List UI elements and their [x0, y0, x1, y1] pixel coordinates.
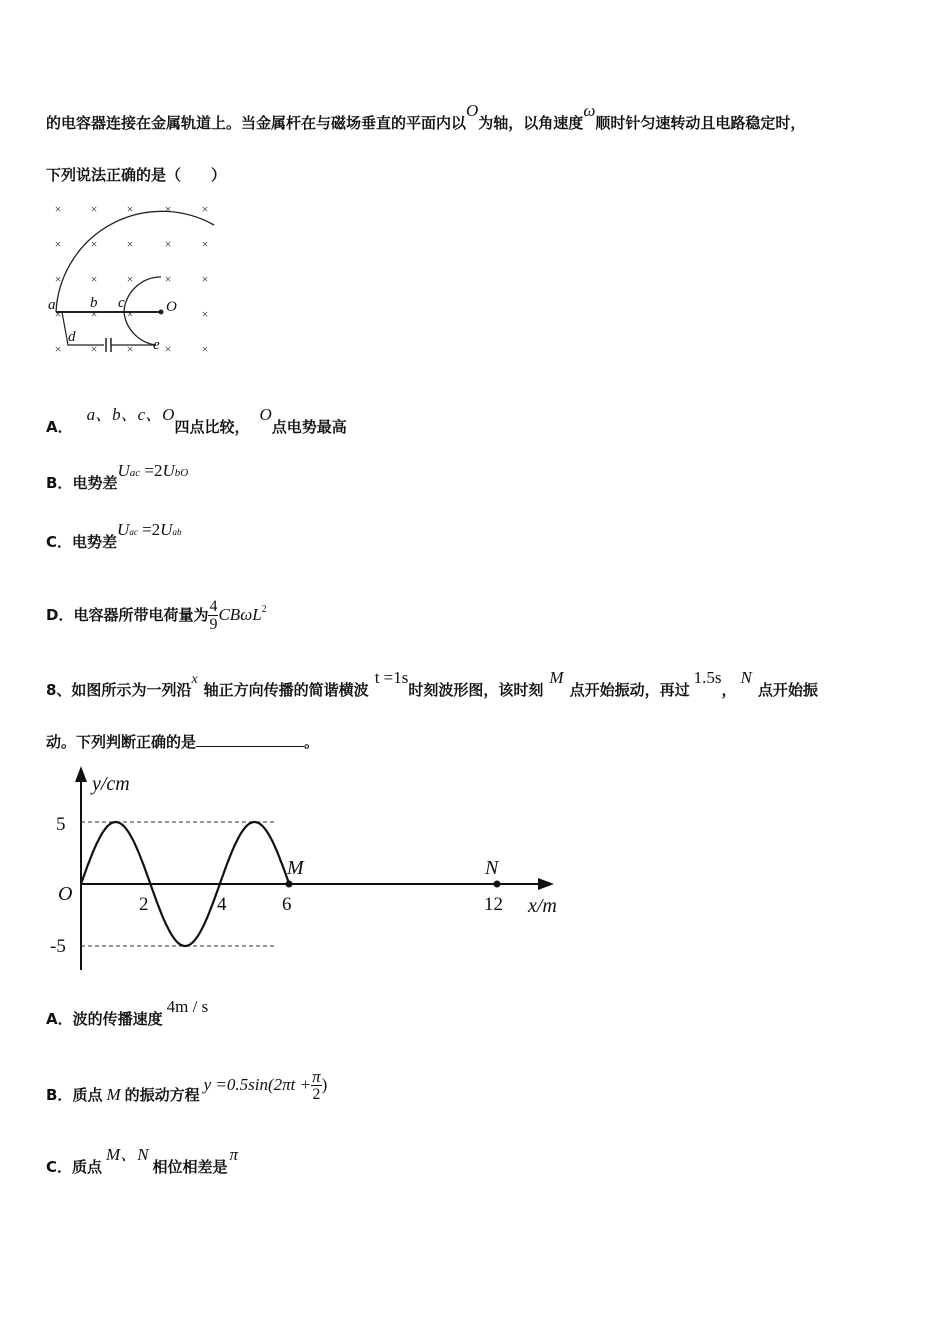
q7-symbol-omega: ω: [583, 101, 596, 120]
q7-figure: [44, 195, 219, 365]
field-mark: ×: [54, 342, 62, 356]
q7-intro-line: [46, 101, 806, 133]
point-N-label: N: [485, 857, 499, 879]
option-B-symbol: M: [106, 1085, 121, 1104]
option-C-text-2: 相位相差是: [152, 1158, 228, 1176]
answer-blank[interactable]: [196, 734, 304, 747]
q7-symbol-O: O: [466, 101, 479, 120]
option-B-U2: U: [162, 461, 175, 480]
fraction-numerator: π: [312, 1067, 321, 1086]
q8-symbol-M: M: [549, 668, 564, 687]
option-A-math: a、b、c、O: [86, 405, 175, 424]
q8-stem-line-1: [46, 668, 818, 700]
q8-wave-graph: [44, 760, 584, 980]
q8-option-C[interactable]: [46, 1145, 239, 1177]
q8-option-B[interactable]: [46, 1067, 328, 1113]
point-N: [494, 881, 501, 888]
label-c: c: [118, 295, 125, 311]
option-B-sub2: bO: [174, 467, 189, 479]
field-mark: ×: [126, 237, 134, 251]
q7-option-C[interactable]: [46, 520, 182, 552]
option-D-sup: 2: [261, 604, 267, 615]
y-axis-label: y/cm: [92, 773, 130, 795]
field-mark: ×: [90, 307, 98, 321]
q7-prompt: 下列说法正确的是（ ）: [46, 166, 227, 184]
label-O: O: [166, 299, 177, 315]
option-C-U: U: [117, 520, 130, 539]
option-B-eq: =2: [140, 461, 163, 480]
q8-text-1: 8、如图所示为一列沿: [46, 681, 192, 699]
fraction-denominator: 2: [312, 1086, 321, 1103]
field-mark: ×: [126, 272, 134, 286]
option-C-eq: =2: [137, 520, 161, 539]
pivot-O: [159, 310, 164, 315]
option-B-close: ): [321, 1075, 328, 1094]
field-mark: ×: [201, 307, 209, 321]
option-C-sub1: ac: [129, 527, 138, 537]
q8-text-2: 轴正方向传播的简谐横波: [203, 681, 369, 699]
q8-text-5: 点开始振: [757, 681, 818, 699]
x-axis-arrow: [538, 878, 554, 890]
field-mark: ×: [90, 342, 98, 356]
y-tick-5: 5: [56, 814, 66, 835]
q7-option-B[interactable]: [46, 461, 189, 493]
q8-time-expr: t =1s: [374, 668, 409, 687]
outer-rail-arc: [56, 211, 214, 312]
option-C-U2: U: [160, 520, 173, 539]
q8-line2-text: 动。下列判断正确的是: [46, 733, 197, 751]
option-letter: A．: [46, 1010, 73, 1028]
option-B-text-2: 的振动方程: [124, 1086, 200, 1104]
option-letter: C．: [46, 1158, 73, 1176]
field-mark: ×: [164, 342, 172, 356]
field-mark: ×: [90, 272, 98, 286]
q7-option-A[interactable]: [46, 405, 347, 437]
q8-text-3: 时刻波形图，该时刻: [408, 681, 544, 699]
field-mark: ×: [90, 237, 98, 251]
field-mark: ×: [201, 237, 209, 251]
q8-stem-line-2: [46, 731, 319, 752]
option-A-symbol: O: [259, 405, 272, 424]
point-M: [286, 881, 293, 888]
field-mark: ×: [54, 237, 62, 251]
option-C-text-1: 质点: [72, 1158, 103, 1176]
field-mark: ×: [201, 342, 209, 356]
option-B-U: U: [117, 461, 130, 480]
option-A-text-2: 点电势最高: [271, 418, 347, 436]
q8-time-2: 1.5s: [693, 668, 722, 687]
y-axis-arrow: [75, 766, 87, 782]
option-B-expr: y =0.5sin(2πt +: [203, 1075, 312, 1094]
option-A-text: 四点比较，: [174, 418, 250, 436]
field-mark: ×: [126, 307, 134, 321]
option-C-text: 电势差: [72, 533, 118, 551]
label-a: a: [48, 297, 56, 313]
option-B-text-1: 质点: [72, 1086, 103, 1104]
option-A-value: 4m / s: [166, 997, 209, 1016]
option-B-sub1: ac: [129, 467, 141, 479]
x-tick-4: 4: [217, 894, 227, 915]
q8-line2-end: 。: [304, 733, 320, 751]
q8-text-4: 点开始振动，再过: [569, 681, 690, 699]
y-tick-neg5: -5: [50, 936, 66, 957]
field-mark: ×: [201, 202, 209, 216]
option-letter: D．: [46, 606, 74, 624]
option-D-text: 电容器所带电荷量为: [73, 606, 209, 624]
option-B-text: 电势差: [72, 474, 118, 492]
field-mark: ×: [54, 272, 62, 286]
q8-option-A[interactable]: [46, 997, 209, 1029]
field-mark: ×: [54, 202, 62, 216]
field-mark: ×: [164, 237, 172, 251]
fraction-numerator: 4: [209, 598, 218, 615]
field-mark: ×: [126, 342, 134, 356]
option-B-fraction: [311, 1068, 322, 1103]
label-b: b: [90, 295, 98, 311]
option-D-expr: CBωL: [218, 605, 262, 624]
option-D-fraction: [208, 598, 218, 633]
q8-comma: ，: [721, 681, 737, 699]
option-letter: A．: [46, 418, 73, 436]
label-e: e: [153, 337, 160, 353]
q7-intro-text-3: 顺时针匀速转动且电路稳定时，: [595, 114, 806, 132]
point-M-label: M: [287, 857, 304, 879]
fraction-denominator: 9: [209, 616, 218, 633]
q7-option-D[interactable]: [46, 598, 267, 633]
option-letter: C．: [46, 533, 73, 551]
option-C-symbols: M、N: [106, 1145, 149, 1164]
x-tick-6: 6: [282, 894, 292, 915]
field-mark: ×: [54, 307, 62, 321]
option-C-sub2: ab: [172, 527, 182, 537]
q7-intro-text-2: 为轴，以角速度: [478, 114, 584, 132]
q8-symbol-x: x: [191, 672, 198, 687]
field-mark: ×: [90, 202, 98, 216]
field-mark: ×: [164, 272, 172, 286]
field-mark: ×: [126, 202, 134, 216]
option-letter: B．: [46, 1086, 73, 1104]
q7-intro-text-1: 的电容器连接在金属轨道上。当金属杆在与磁场垂直的平面内以: [46, 114, 467, 132]
field-mark: ×: [164, 202, 172, 216]
x-axis-label: x/m: [528, 895, 557, 917]
x-tick-2: 2: [139, 894, 149, 915]
option-letter: B．: [46, 474, 73, 492]
label-d: d: [68, 329, 76, 345]
q8-symbol-N: N: [740, 668, 752, 687]
origin-label: O: [58, 883, 73, 905]
option-A-text: 波的传播速度: [72, 1010, 163, 1028]
x-tick-12: 12: [484, 894, 503, 915]
field-mark: ×: [201, 272, 209, 286]
option-C-value: π: [229, 1145, 239, 1164]
